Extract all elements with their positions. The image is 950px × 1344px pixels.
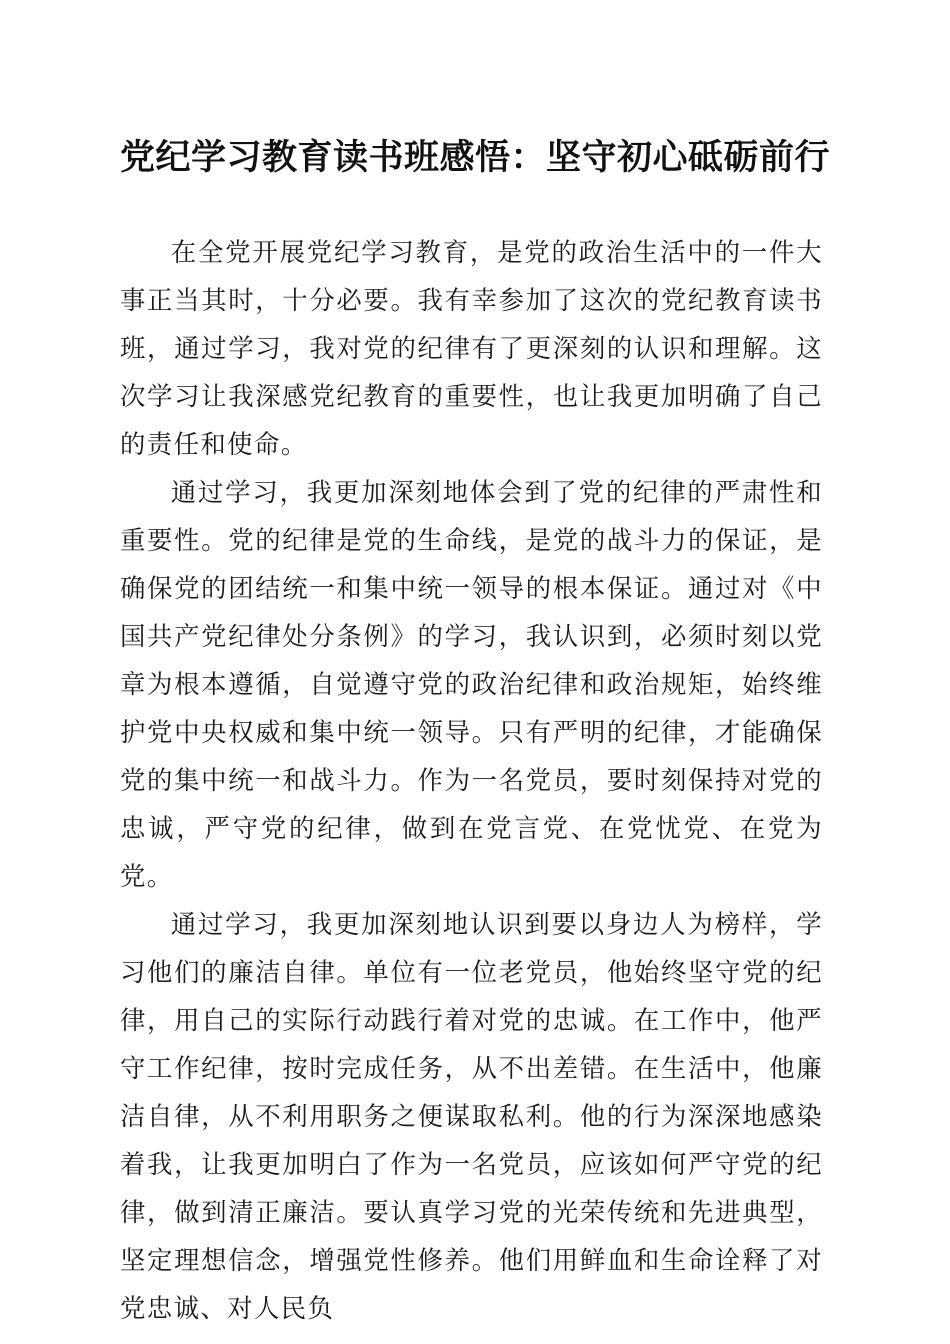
paragraph-1: 在全党开展党纪学习教育，是党的政治生活中的一件大事正当其时，十分必要。我有幸参加了这次的党纪教育读书班，通过学习，我对党的纪律有了更深刻的认识和理解。这次学习让我深感党纪教育的重要性，也让我更加明确了自己的责任和使命。 (120, 237, 823, 459)
paragraph-3: 通过学习，我更加深刻地认识到要以身边人为榜样，学习他们的廉洁自律。单位有一位老党员，他始终坚守党的纪律，用自己的实际行动践行着对党的忠诚。在工作中，他严守工作纪律，按时完成任务，从不出差错。在生活中，他廉洁自律，从不利用职务之便谋取私利。他的行为深深地感染着我，让我更加明白了作为一名党员，应该如何严守党的纪律，做到清正廉洁。要认真学习党的光荣传统和先进典型，坚定理想信念，增强党性修养。他们用鲜血和生命诠释了对党忠诚、对人民负 (120, 909, 823, 1323)
document-body (120, 228, 823, 1332)
document-title: 党纪学习教育读书班感悟：坚守初心砥砺前行 (119, 137, 830, 178)
paragraph-2: 通过学习，我更加深刻地体会到了党的纪律的严肃性和重要性。党的纪律是党的生命线，是党的战斗力的保证，是确保党的团结统一和集中统一领导的根本保证。通过对《中国共产党纪律处分条例》的学习，我认识到，必须时刻以党章为根本遵循，自觉遵守党的政治纪律和政治规矩，始终维护党中央权威和集中统一领导。只有严明的纪律，才能确保党的集中统一和战斗力。作为一名党员，要时刻保持对党的忠诚，严守党的纪律，做到在党言党、在党忧党、在党为党。 (120, 477, 823, 891)
